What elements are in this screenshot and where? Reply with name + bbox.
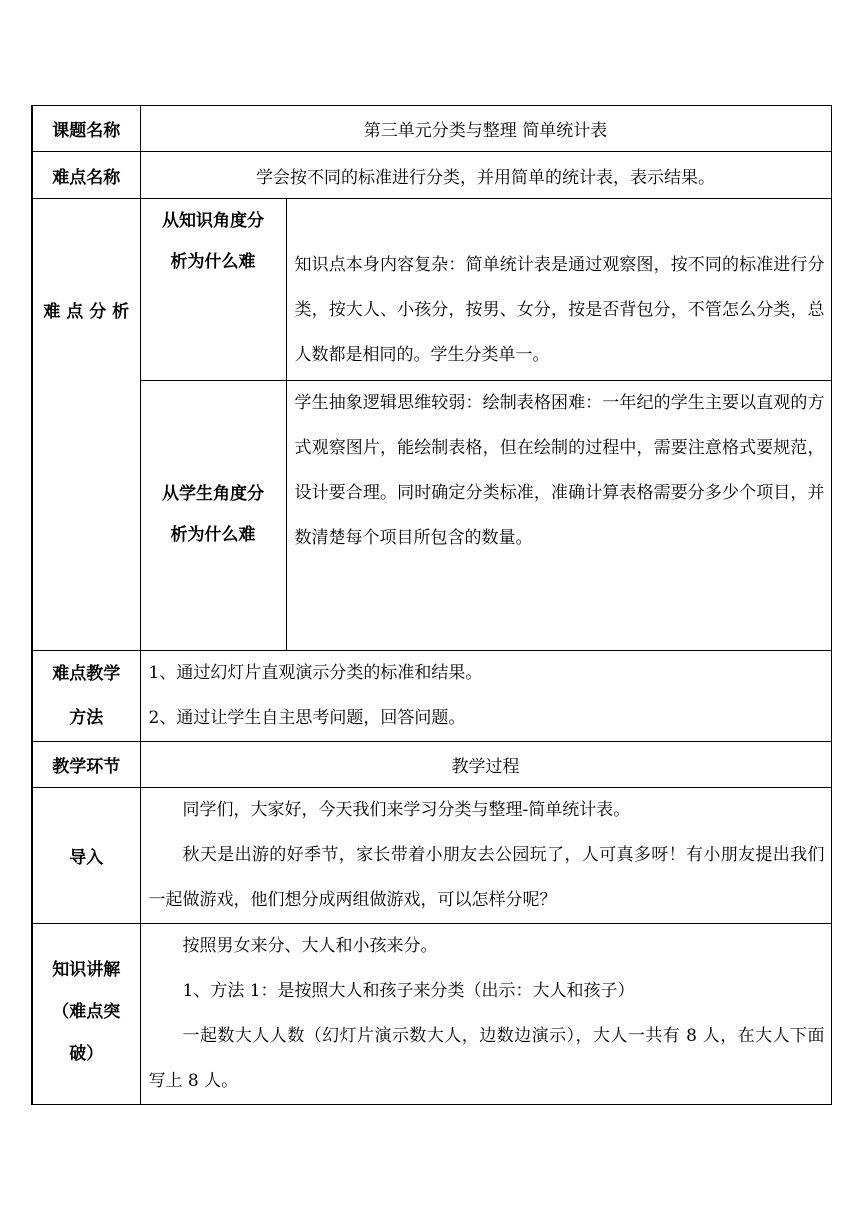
process-header-value: 教学过程 <box>140 742 831 788</box>
lecture-label-3: 破） <box>69 1044 104 1064</box>
student-angle-label-2: 析为什么难 <box>170 525 256 545</box>
process-step-label: 教学环节 <box>32 742 140 788</box>
intro-label: 导入 <box>32 788 140 924</box>
topic-row <box>32 106 831 152</box>
lecture-row <box>32 924 831 1105</box>
topic-value: 第三单元分类与整理 简单统计表 <box>140 106 831 152</box>
knowledge-angle-label-1: 从知识角度分 <box>162 211 264 231</box>
lecture-label-2: （难点突 <box>52 1002 121 1022</box>
analysis-label: 难 点 分 析 <box>32 199 140 651</box>
difficulty-label: 难点名称 <box>32 152 140 199</box>
method-label-cell <box>32 651 140 742</box>
student-angle-cell <box>140 381 286 651</box>
lecture-paragraph-2: 1、方法 1：是按照大人和孩子来分类（出示：大人和孩子） <box>182 981 635 1001</box>
knowledge-analysis-cell <box>286 199 831 381</box>
method-label-2: 方法 <box>69 708 104 728</box>
lesson-plan-table <box>31 105 832 1105</box>
student-angle-label-1: 从学生角度分 <box>162 484 264 504</box>
method-item-1: 1、通过幻灯片直观演示分类的标准和结果。 <box>148 663 483 683</box>
knowledge-angle-label-2: 析为什么难 <box>170 252 256 272</box>
intro-paragraph-2: 秋天是出游的好季节，家长带着小朋友去公园玩了，人可真多呀！有小朋友提出我们一起做游戏，他们想分成两组做游戏，可以怎样分呢？ <box>148 845 825 910</box>
method-row <box>32 651 831 742</box>
process-header-row <box>32 742 831 788</box>
intro-row <box>32 788 831 924</box>
student-analysis-cell <box>286 381 831 651</box>
lecture-label-cell <box>32 924 140 1105</box>
lecture-paragraph-3: 一起数大人人数（幻灯片演示数大人，边数边演示），大人一共有 8 人，在大人下面写上 8 人。 <box>148 1026 825 1091</box>
difficulty-row <box>32 152 831 199</box>
lecture-label-1: 知识讲解 <box>52 960 121 980</box>
lecture-content-cell <box>140 924 831 1105</box>
student-analysis-text: 学生抽象逻辑思维较弱：绘制表格困难：一年纪的学生主要以直观的方式观察图片，能绘制表格，但在绘制的过程中，需要注意格式要规范，设计要合理。同时确定分类标准，准确计算表格需要分多少个项目，并数清楚每个项目所包含的数量。 <box>294 393 825 548</box>
method-item-2: 2、通过让学生自主思考问题，回答问题。 <box>148 708 466 728</box>
method-label-1: 难点教学 <box>52 664 121 684</box>
lecture-paragraph-1: 按照男女来分、大人和小孩来分。 <box>182 936 438 956</box>
analysis-knowledge-row <box>32 199 831 381</box>
knowledge-angle-cell <box>140 199 286 381</box>
analysis-student-row <box>32 381 831 651</box>
topic-label: 课题名称 <box>32 106 140 152</box>
knowledge-analysis-text: 知识点本身内容复杂：简单统计表是通过观察图，按不同的标准进行分类，按大人、小孩分，按男、女分，按是否背包分，不管怎么分类，总人数都是相同的。学生分类单一。 <box>294 255 825 365</box>
intro-content-cell <box>140 788 831 924</box>
intro-paragraph-1: 同学们，大家好，今天我们来学习分类与整理-简单统计表。 <box>182 800 631 820</box>
method-content-cell <box>140 651 831 742</box>
difficulty-value: 学会按不同的标准进行分类，并用简单的统计表，表示结果。 <box>140 152 831 199</box>
